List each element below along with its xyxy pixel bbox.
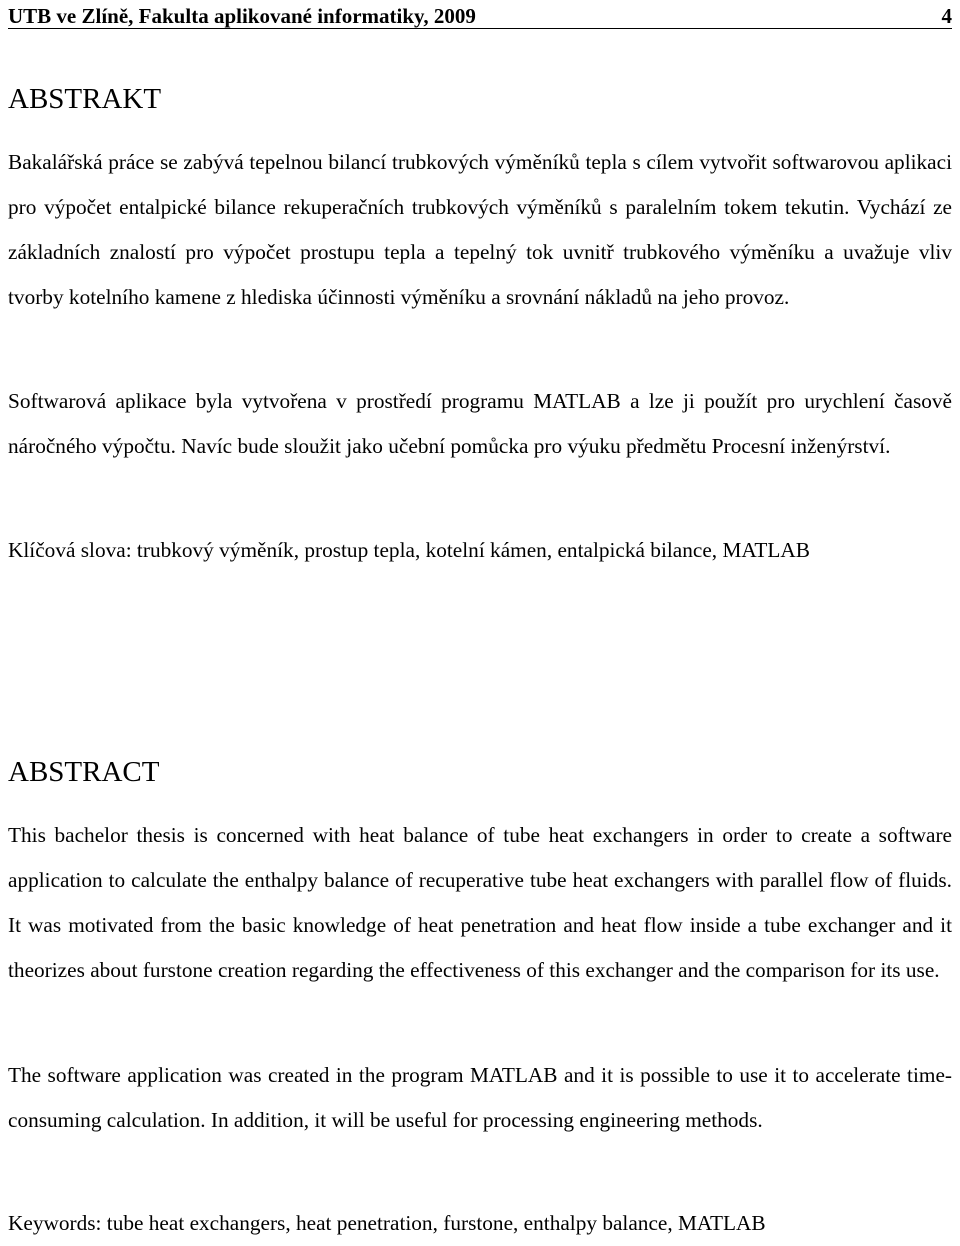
abstrakt-paragraph-2: Softwarová aplikace byla vytvořena v prostředí programu MATLAB a lze ji použít pro urychlení časově náročného výpočtu. Navíc bude sloužit jako učební pomůcka pro výuku předmětu Procesní inženýrství. <box>8 389 952 458</box>
abstract-keywords: Keywords: tube heat exchangers, heat penetration, furstone, enthalpy balance, MATLAB <box>8 1211 766 1235</box>
abstrakt-paragraph-1: Bakalářská práce se zabývá tepelnou bilancí trubkových výměníků tepla s cílem vytvořit softwarovou aplikaci pro výpočet entalpické bilance rekuperačních trubkových výměníků s paralelním tokem tekutin. Vychází ze základních znalostí pro výpočet prostupu tepla a tepelný tok uvnitř trubkového výměníku a uvažuje vliv tvorby kotelního kamene z hlediska účinnosti výměníku a srovnání nákladů na jeho provoz. <box>8 150 952 309</box>
abstract-paragraph-1: This bachelor thesis is concerned with heat balance of tube heat exchangers in order to create a software application to calculate the enthalpy balance of recuperative tube heat exchangers with parallel flow of fluids. It was motivated from the basic knowledge of heat penetration and heat flow inside a tube exchanger and it theorizes about furstone creation regarding the effectiveness of this exchanger and the comparison for its use. <box>8 823 952 982</box>
page-number: 4 <box>941 4 952 28</box>
page-header <box>8 0 952 29</box>
abstract-paragraph-2: The software application was created in the program MATLAB and it is possible to use it to accelerate time-consuming calculation. In addition, it will be useful for processing engineering methods. <box>8 1063 952 1132</box>
abstract-heading: ABSTRACT <box>8 756 160 788</box>
header-title: UTB ve Zlíně, Fakulta aplikované informatiky, 2009 <box>8 4 476 28</box>
abstrakt-heading: ABSTRAKT <box>8 83 162 115</box>
abstrakt-keywords: Klíčová slova: trubkový výměník, prostup tepla, kotelní kámen, entalpická bilance, MATLAB <box>8 538 811 562</box>
